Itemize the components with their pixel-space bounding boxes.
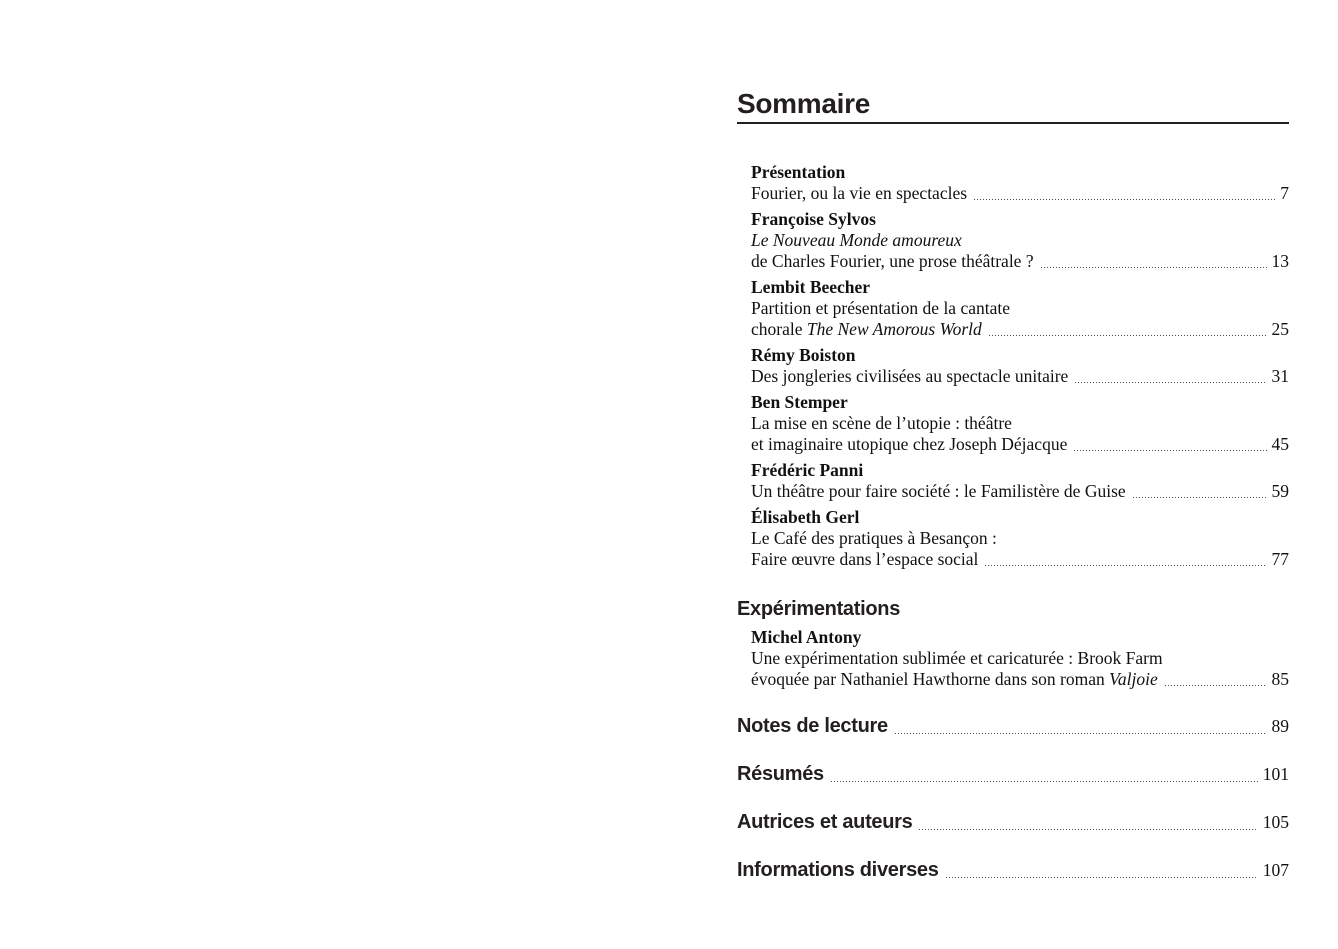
page-number: 107 [1262, 860, 1289, 880]
entry-title-text [751, 298, 1010, 319]
toc-entry [737, 460, 1289, 502]
entry-title-line [751, 528, 1289, 549]
dotted-leader [989, 335, 1267, 336]
major-section-label: Informations diverses [737, 859, 939, 881]
entry-author: Ben Stemper [751, 392, 848, 412]
entry-author: Michel Antony [751, 627, 862, 647]
title-rule [737, 122, 1289, 124]
plain-text: de Charles Fourier, une prose théâtrale ? [751, 251, 1034, 271]
entry-title-line [751, 434, 1289, 455]
entry-author: Frédéric Panni [751, 460, 864, 480]
page-number: 31 [1271, 366, 1289, 386]
plain-text: Fourier, ou la vie en spectacles [751, 183, 968, 203]
entry-title-line [751, 669, 1289, 690]
entry-title-line [751, 366, 1289, 387]
entry-title-text [751, 669, 1158, 690]
entry-title-line [751, 251, 1289, 272]
entry-title-text [751, 366, 1068, 387]
page-number: 25 [1271, 319, 1289, 339]
entry-title-text [751, 251, 1034, 272]
major-section-label: Notes de lecture [737, 715, 888, 737]
dotted-leader [831, 781, 1258, 782]
page-number: 13 [1271, 251, 1289, 271]
entry-title-text [751, 434, 1067, 455]
major-section-label: Autrices et auteurs [737, 811, 913, 833]
entry-title-line [751, 298, 1289, 319]
italic-text: Le Nouveau Monde amoureux [751, 230, 962, 250]
entry-title-line [751, 183, 1289, 204]
dotted-leader [946, 877, 1258, 878]
section-heading: Expérimentations [737, 598, 901, 620]
plain-text: chorale [751, 319, 807, 339]
dotted-leader [974, 199, 1275, 200]
major-section-row [737, 713, 1289, 739]
entry-title-text [751, 481, 1126, 502]
entry-title-text [751, 528, 997, 549]
entry-author: Élisabeth Gerl [751, 507, 860, 527]
page-number: 101 [1262, 764, 1289, 784]
page-number: 89 [1271, 716, 1289, 736]
major-section-label: Résumés [737, 763, 824, 785]
toc-entry [737, 627, 1289, 690]
entry-title-line [751, 230, 1289, 251]
entry-title-line [751, 413, 1289, 434]
entry-title-text [751, 183, 967, 204]
entry-author: Lembit Beecher [751, 277, 871, 297]
italic-text: The New Amorous World [806, 319, 982, 339]
plain-text: Un théâtre pour faire société : le Familistère de Guise [751, 481, 1126, 501]
toc-entry [737, 507, 1289, 570]
plain-text: Faire œuvre dans l’espace social [751, 549, 979, 569]
plain-text: Des jongleries civilisées au spectacle unitaire [751, 366, 1069, 386]
plain-text: Le Café des pratiques à Besançon : [751, 528, 997, 548]
page-number: 45 [1271, 434, 1289, 454]
dotted-leader [1041, 267, 1267, 268]
plain-text: évoquée par Nathaniel Hawthorne dans son roman [751, 669, 1110, 689]
entry-title-line [751, 549, 1289, 570]
plain-text: La mise en scène de l’utopie : théâtre [751, 413, 1012, 433]
entry-title-text [751, 319, 982, 340]
entry-author: Françoise Sylvos [751, 209, 876, 229]
entry-title-text [751, 230, 962, 251]
page-number: 7 [1280, 183, 1289, 203]
toc-entry [737, 345, 1289, 387]
page-number: 85 [1271, 669, 1289, 689]
entry-title-text [751, 413, 1012, 434]
toc-list [737, 162, 1289, 690]
entry-title-line [751, 319, 1289, 340]
page-number: 59 [1271, 481, 1289, 501]
dotted-leader [919, 829, 1257, 830]
entry-title-line [751, 648, 1289, 669]
major-section-list [737, 713, 1289, 883]
italic-text: Valjoie [1109, 669, 1158, 689]
page-number: 77 [1271, 549, 1289, 569]
plain-text: Partition et présentation de la cantate [751, 298, 1010, 318]
dotted-leader [1075, 382, 1266, 383]
entry-author: Rémy Boiston [751, 345, 856, 365]
toc-entry [737, 162, 1289, 204]
page-title: Sommaire [737, 88, 870, 119]
dotted-leader [1165, 685, 1267, 686]
plain-text: Une expérimentation sublimée et caricaturée : Brook Farm [751, 648, 1163, 668]
entry-title-line [751, 481, 1289, 502]
toc-entry [737, 277, 1289, 340]
entry-title-text [751, 648, 1163, 669]
major-section-row [737, 761, 1289, 787]
entry-author: Présentation [751, 162, 846, 182]
major-section-row [737, 809, 1289, 835]
dotted-leader [1074, 450, 1266, 451]
major-section-row [737, 857, 1289, 883]
toc-entry [737, 209, 1289, 272]
page-number: 105 [1262, 812, 1289, 832]
entry-title-text [751, 549, 978, 570]
sommaire-content [737, 0, 1289, 883]
plain-text: et imaginaire utopique chez Joseph Déjacque [751, 434, 1068, 454]
dotted-leader [985, 565, 1266, 566]
toc-entry [737, 392, 1289, 455]
dotted-leader [895, 733, 1267, 734]
dotted-leader [1133, 497, 1267, 498]
